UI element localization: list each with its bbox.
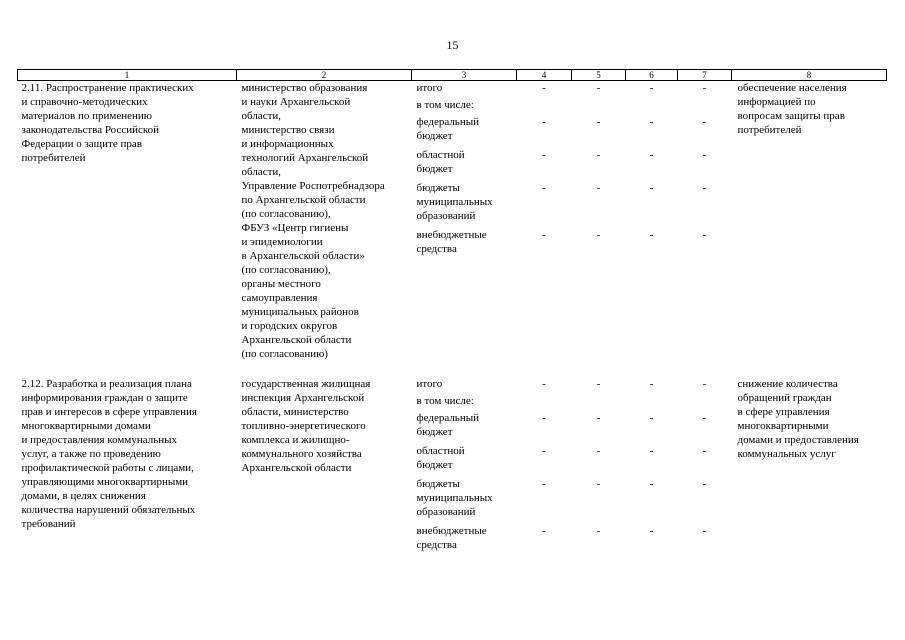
finance-label-line: бюджеты	[416, 478, 460, 490]
result-cell	[732, 377, 887, 557]
amount-slot	[626, 411, 678, 444]
amount-slot	[678, 477, 732, 524]
cell-line: и информационных	[241, 138, 334, 150]
amount-slot	[678, 98, 732, 115]
finance-source-cell	[412, 377, 517, 557]
amount-dash: -	[702, 149, 707, 161]
cell-line: в Архангельской области»	[241, 250, 365, 262]
finance-label-line: бюджет	[416, 130, 453, 142]
finance-label-line: образований	[416, 210, 476, 222]
amount-slot	[626, 181, 678, 228]
amount-dash: -	[542, 525, 546, 537]
amount-dash: -	[542, 412, 546, 424]
finance-label-line: федеральный	[416, 116, 479, 128]
amount-dash: -	[649, 445, 654, 457]
cell-line: топливно-энергетического	[241, 420, 366, 432]
amount-slot	[678, 81, 732, 98]
task-cell	[18, 377, 237, 557]
finance-label-line: итого	[416, 378, 443, 390]
amount-slot	[517, 477, 572, 524]
finance-label-line: внебюджетные	[416, 525, 487, 537]
amount-slot	[678, 148, 732, 181]
amount-slot	[678, 228, 732, 261]
amount-slot	[517, 411, 572, 444]
amount-slot	[572, 524, 626, 557]
cell-line: самоуправления	[241, 292, 318, 304]
amount-slot	[626, 228, 678, 261]
amount-slot	[626, 81, 678, 98]
amount-dash: -	[542, 149, 546, 161]
cell-line: и науки Архангельской	[241, 96, 351, 108]
amount-slot	[678, 524, 732, 557]
amount-slot	[517, 81, 572, 98]
amount-dash: -	[649, 182, 654, 194]
amount-slot	[572, 228, 626, 261]
cell-line: вопросам защиты прав	[737, 110, 845, 122]
amount-cell	[572, 377, 626, 557]
cell-line: информирования граждан о защите	[21, 392, 188, 404]
cell-line: (по согласованию),	[241, 208, 331, 220]
cell-line: потребителей	[737, 124, 802, 136]
finance-label	[417, 148, 517, 181]
finance-label	[417, 444, 517, 477]
finance-label	[417, 394, 517, 411]
amount-slot	[678, 444, 732, 477]
amount-dash: -	[702, 229, 707, 241]
cell-line: требований	[21, 518, 76, 530]
table-row	[18, 81, 887, 362]
amount-slot	[517, 115, 572, 148]
amount-dash: -	[596, 478, 601, 490]
amount-dash: -	[596, 116, 601, 128]
amount-slot	[517, 524, 572, 557]
amount-slot	[572, 477, 626, 524]
cell-line: потребителей	[21, 152, 86, 164]
cell-line: и эпидемиологии	[241, 236, 323, 248]
cell-line: Федерации о защите прав	[21, 138, 142, 150]
cell-line: 2.12. Разработка и реализация плана	[21, 378, 192, 390]
amount-cell	[678, 81, 732, 362]
amount-slot	[626, 115, 678, 148]
finance-label	[417, 98, 517, 115]
page-number: 15	[446, 38, 459, 52]
amount-slot	[517, 181, 572, 228]
cell-line: области, министерство	[241, 406, 349, 418]
amount-slot	[572, 377, 626, 394]
finance-label-line: внебюджетные	[416, 229, 487, 241]
amount-dash: -	[702, 82, 707, 94]
amount-slot	[626, 148, 678, 181]
finance-label-line: бюджет	[416, 163, 453, 175]
cell-line: комплекса и жилищно-	[241, 434, 350, 446]
cell-line: области,	[241, 166, 282, 178]
executor-cell	[237, 377, 412, 557]
cell-line: и городских округов	[241, 320, 338, 332]
finance-label-line: образований	[416, 506, 476, 518]
finance-label-line: федеральный	[416, 412, 479, 424]
amount-slot	[572, 115, 626, 148]
amount-slot	[678, 394, 732, 411]
amount-dash: -	[596, 378, 601, 390]
amount-slot	[572, 411, 626, 444]
amount-slot	[678, 115, 732, 148]
cell-line: ФБУЗ «Центр гигиены	[241, 222, 349, 234]
cell-line: органы местного	[241, 278, 321, 290]
cell-line: профилактической работы с лицами,	[21, 462, 194, 474]
cell-line: Архангельской области	[241, 334, 352, 346]
finance-label	[417, 228, 517, 261]
amount-dash: -	[649, 525, 654, 537]
cell-line: и справочно-методических	[21, 96, 148, 108]
amount-slot	[678, 411, 732, 444]
amount-slot	[517, 377, 572, 394]
cell-line: (по согласованию)	[241, 348, 328, 360]
cell-line: многоквартирными	[737, 420, 829, 432]
finance-label-line: итого	[416, 82, 443, 94]
amount-slot	[572, 148, 626, 181]
finance-label	[417, 477, 517, 524]
cell-line: коммунальных услуг	[737, 448, 836, 460]
cell-line: инспекция Архангельской	[241, 392, 365, 404]
cell-line: и предоставления коммунальных	[21, 434, 177, 446]
amount-dash: -	[596, 149, 601, 161]
amount-slot	[517, 98, 572, 115]
amount-dash: -	[702, 478, 707, 490]
amount-cell	[626, 377, 678, 557]
column-number: 4	[517, 70, 572, 81]
finance-label-line: областной	[416, 149, 465, 161]
amount-slot	[678, 181, 732, 228]
amount-slot	[626, 477, 678, 524]
cell-line: прав и интересов в сфере управления	[21, 406, 197, 418]
finance-label-line: муниципальных	[416, 196, 493, 208]
cell-line: государственная жилищная	[241, 378, 371, 390]
column-number: 3	[412, 70, 517, 81]
amount-slot	[572, 394, 626, 411]
amount-dash: -	[542, 82, 546, 94]
cell-line: муниципальных районов	[241, 306, 359, 318]
amount-slot	[626, 98, 678, 115]
amount-dash: -	[596, 412, 601, 424]
amount-dash: -	[542, 182, 546, 194]
finance-label	[417, 411, 517, 444]
cell-line: управляющими многоквартирными	[21, 476, 189, 488]
finance-label	[417, 377, 517, 394]
amount-slot	[626, 444, 678, 477]
cell-line: количества нарушений обязательных	[21, 504, 196, 516]
finance-label	[417, 181, 517, 228]
cell-line: области,	[241, 110, 282, 122]
finance-label	[417, 81, 517, 98]
amount-slot	[572, 81, 626, 98]
cell-line: обеспечение населения	[737, 82, 847, 94]
cell-line: снижение количества	[737, 378, 838, 390]
program-table	[17, 69, 887, 557]
finance-label-line: бюджеты	[416, 182, 460, 194]
amount-slot	[626, 377, 678, 394]
finance-label-line: муниципальных	[416, 492, 493, 504]
amount-dash: -	[702, 525, 707, 537]
cell-line: по Архангельской области	[241, 194, 366, 206]
executor-cell	[237, 81, 412, 362]
amount-dash: -	[596, 82, 601, 94]
finance-source-cell	[412, 81, 517, 362]
finance-label-line: бюджет	[416, 426, 453, 438]
cell-line: Управление Роспотребнадзора	[241, 180, 385, 192]
amount-slot	[517, 444, 572, 477]
amount-dash: -	[596, 525, 601, 537]
cell-line: технологий Архангельской	[241, 152, 369, 164]
finance-label-line: в том числе:	[416, 395, 474, 407]
amount-cell	[517, 81, 572, 362]
finance-label	[417, 524, 517, 557]
amount-dash: -	[596, 182, 601, 194]
column-number: 2	[237, 70, 412, 81]
amount-dash: -	[702, 445, 707, 457]
amount-cell	[572, 81, 626, 362]
cell-line: обращений граждан	[737, 392, 832, 404]
cell-line: в сфере управления	[737, 406, 830, 418]
amount-cell	[626, 81, 678, 362]
cell-line: материалов по применению	[21, 110, 152, 122]
cell-line: коммунального хозяйства	[241, 448, 362, 460]
column-number: 1	[18, 70, 237, 81]
amount-dash: -	[702, 412, 707, 424]
amount-slot	[517, 148, 572, 181]
amount-dash: -	[596, 229, 601, 241]
amount-dash: -	[649, 412, 654, 424]
row-spacer	[18, 361, 887, 377]
amount-dash: -	[649, 116, 654, 128]
amount-slot	[517, 228, 572, 261]
cell-line: министерство образования	[241, 82, 368, 94]
amount-slot	[572, 444, 626, 477]
cell-line: (по согласованию),	[241, 264, 331, 276]
finance-label	[417, 115, 517, 148]
amount-slot	[678, 377, 732, 394]
amount-dash: -	[702, 116, 707, 128]
column-number: 6	[626, 70, 678, 81]
amount-slot	[572, 181, 626, 228]
finance-label-line: бюджет	[416, 459, 453, 471]
amount-slot	[626, 394, 678, 411]
column-number: 8	[732, 70, 887, 81]
cell-line: 2.11. Распространение практических	[21, 82, 194, 94]
amount-cell	[678, 377, 732, 557]
amount-dash: -	[649, 149, 654, 161]
amount-dash: -	[542, 378, 546, 390]
finance-label-line: средства	[416, 243, 457, 255]
cell-line: услуг, а также по проведению	[21, 448, 161, 460]
amount-dash: -	[702, 182, 707, 194]
amount-dash: -	[542, 116, 546, 128]
amount-dash: -	[649, 378, 654, 390]
cell-line: домами, в целях снижения	[21, 490, 146, 502]
result-cell	[732, 81, 887, 362]
amount-cell	[517, 377, 572, 557]
amount-dash: -	[649, 82, 654, 94]
cell-line: информацией по	[737, 96, 816, 108]
column-number: 5	[572, 70, 626, 81]
finance-label-line: областной	[416, 445, 465, 457]
table-row	[18, 377, 887, 557]
cell-line: многоквартирными домами	[21, 420, 151, 432]
task-cell	[18, 81, 237, 362]
amount-dash: -	[542, 229, 546, 241]
amount-slot	[572, 98, 626, 115]
column-number: 7	[678, 70, 732, 81]
cell-line: домами и предоставления	[737, 434, 859, 446]
amount-dash: -	[649, 478, 654, 490]
finance-label-line: средства	[416, 539, 457, 551]
amount-dash: -	[702, 378, 707, 390]
amount-dash: -	[542, 445, 546, 457]
finance-label-line: в том числе:	[416, 99, 474, 111]
cell-line: Архангельской области	[241, 462, 352, 474]
amount-slot	[517, 394, 572, 411]
cell-line: министерство связи	[241, 124, 335, 136]
column-number-row	[18, 70, 887, 81]
amount-dash: -	[542, 478, 546, 490]
amount-dash: -	[596, 445, 601, 457]
cell-line: законодательства Российской	[21, 124, 160, 136]
amount-dash: -	[649, 229, 654, 241]
amount-slot	[626, 524, 678, 557]
